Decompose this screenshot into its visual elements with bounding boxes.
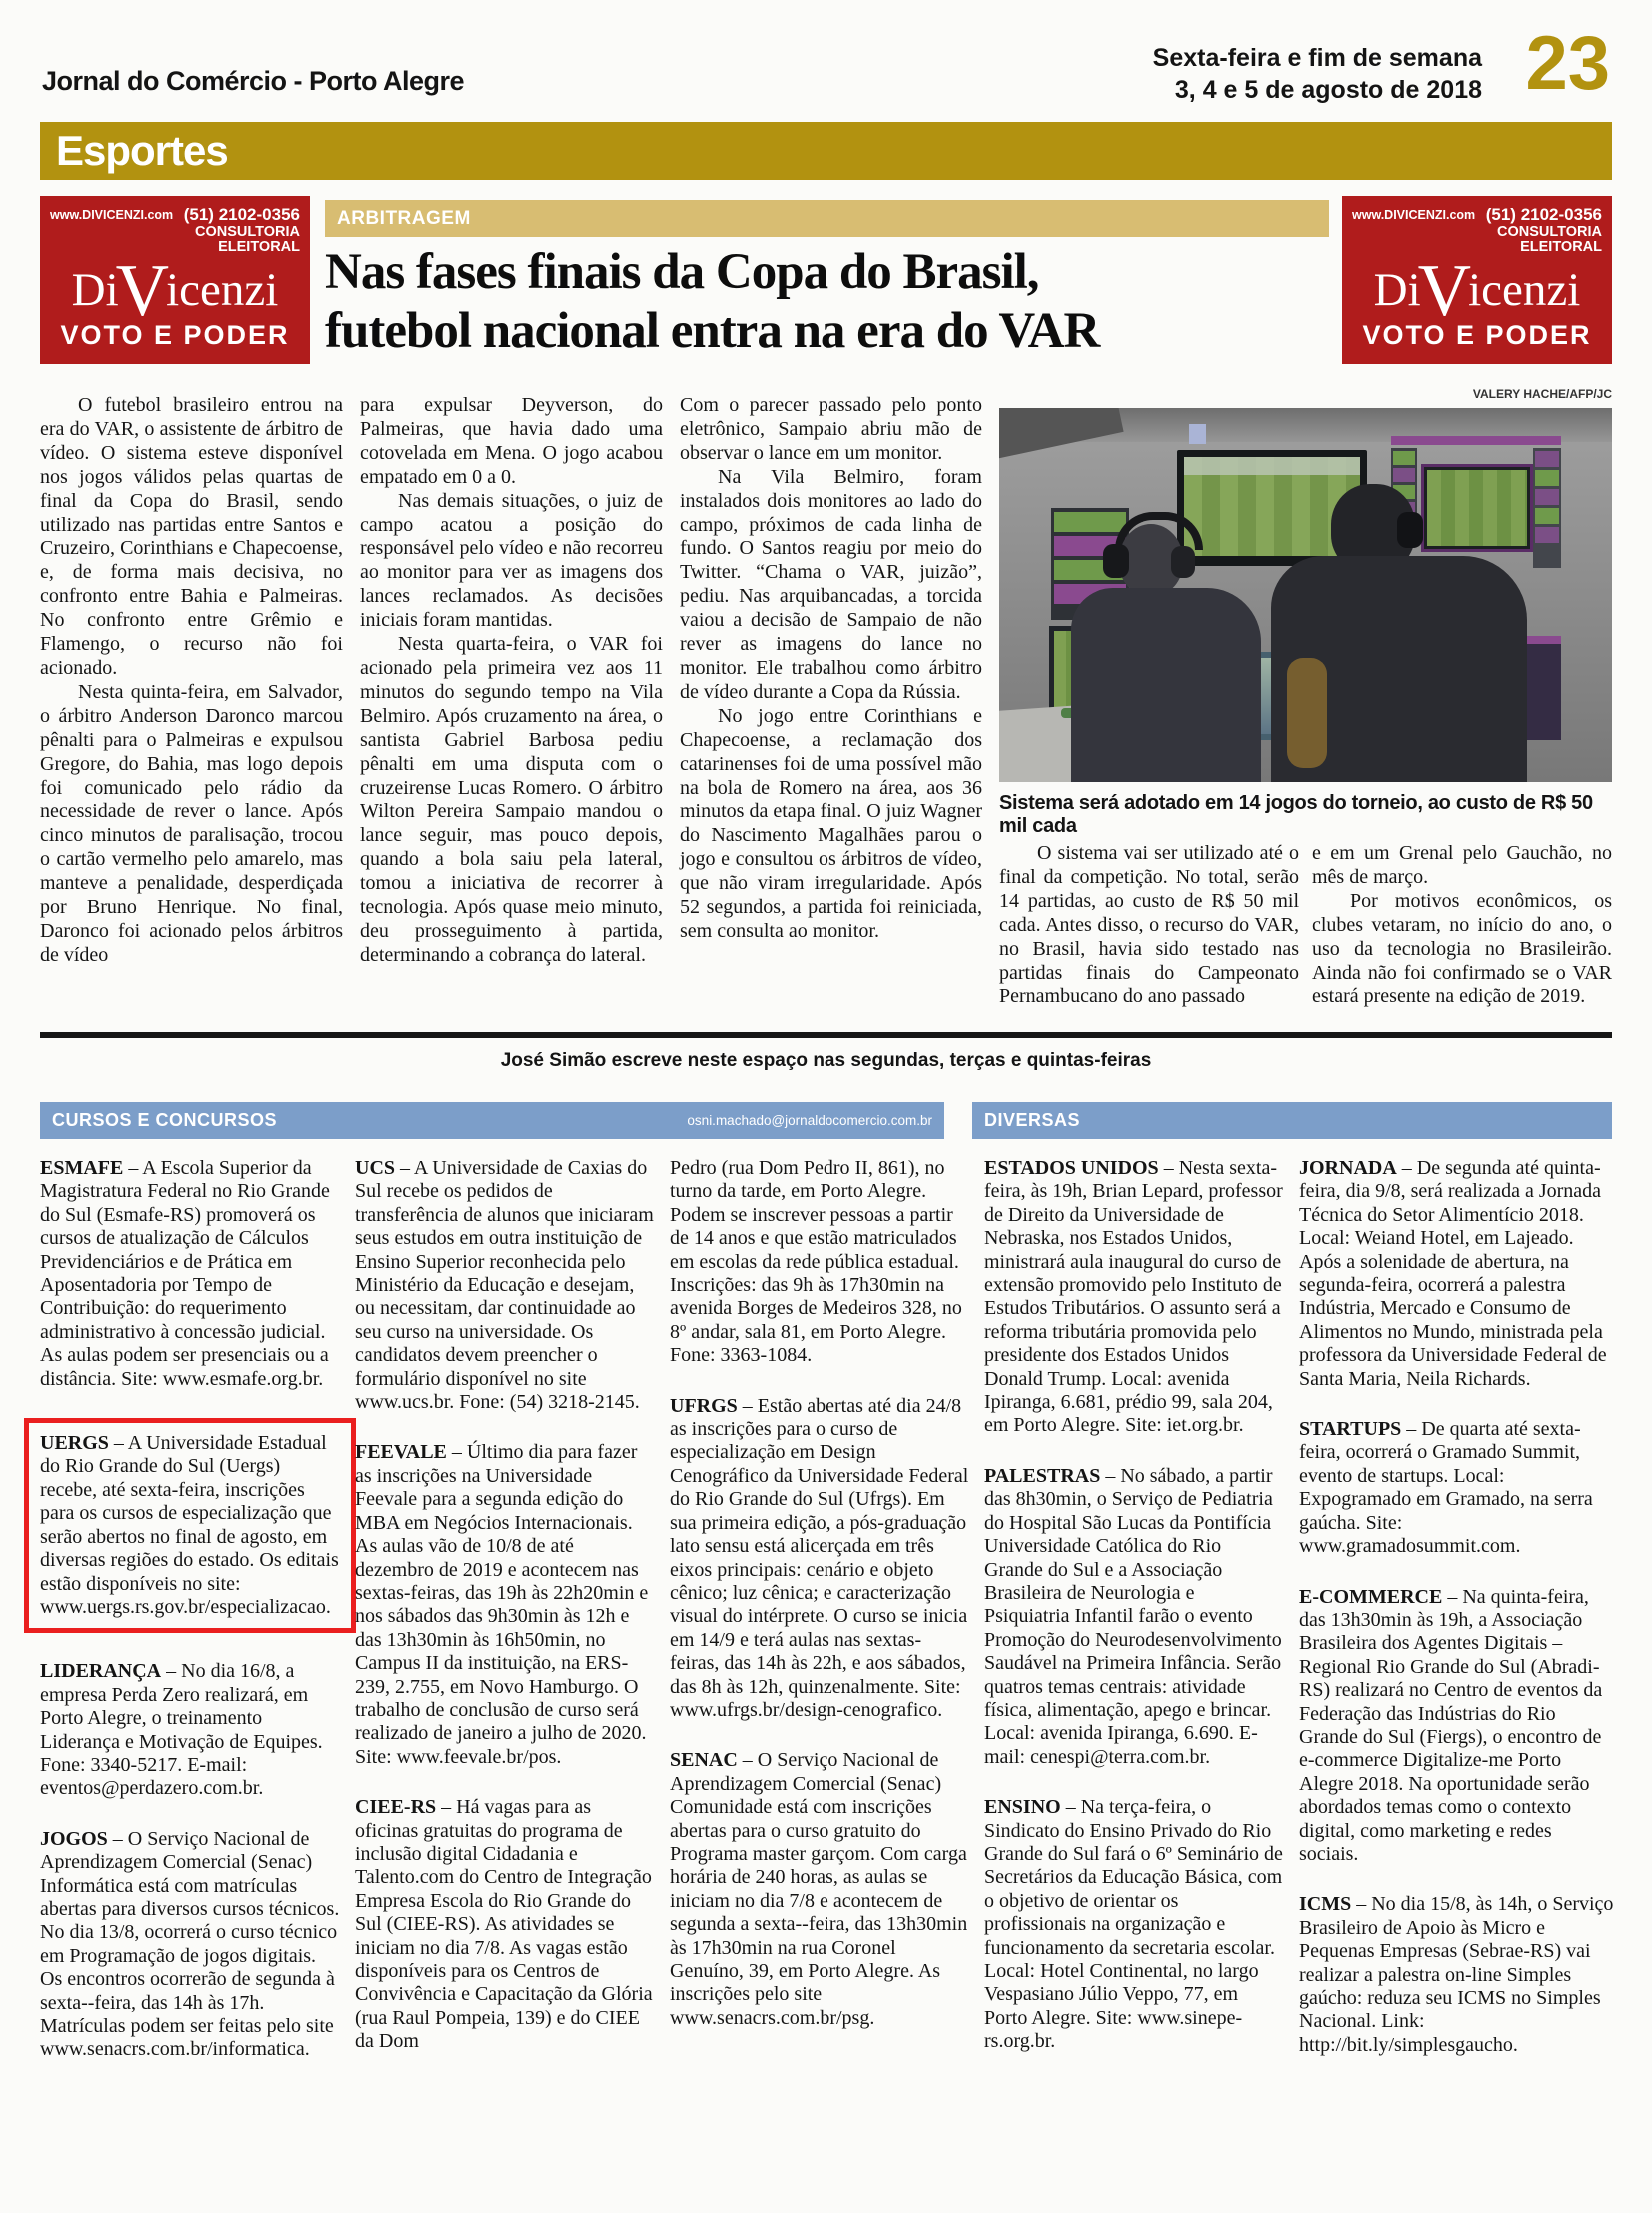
classified-item-startups [1299,1418,1614,1558]
photo-screen-stand [1184,457,1360,475]
classified-body: – Nesta sexta-feira, às 19h, Brian Lepard, professor de Direito da Universidade de Nebraska, nos Estados Unidos, ministrará aula inaugural do curso de extensão promovido pelo Instituto de Estudos Tributários. O assunto será a reforma tributária promovida pelo presidente dos Estados Unidos Donald Trump. Local: avenida Ipiranga, 6.681, prédio 99, sala 204, em Porto Alegre. Site: iet.org.br. [984,1157,1283,1437]
classified-column-2 [355,1157,655,2081]
classified-title: ESMAFE [40,1157,124,1179]
classified-item-lideranca [40,1660,340,1800]
classified-item-continuation [670,1157,969,1368]
classified-text [40,1828,340,2062]
classified-title: E-COMMERCE [1299,1585,1443,1608]
classified-title: CIEE-RS [355,1796,437,1819]
article-paragraph: Na Vila Belmiro, foram instalados dois monitores ao lado do campo, próximos de cada linha de fundo. O Santos reagiu por meio do Twitter. “Chama o VAR, juizão”, pediu. Nas arquibancadas, a torcida vaiou a decisão de Sampaio de não rever as imagens do lance no monitor. Ele trabalhou como árbitro de vídeo durante a Copa da Rússia. [680,465,982,703]
classified-text [670,1157,969,1368]
classified-title: ENSINO [984,1796,1061,1819]
article-paragraph: O sistema vai ser utilizado até o final da competição. No total, serão 14 partidas, ao custo de R$ 50 mil cada. Antes disso, o recurso do VAR, no Brasil, havia sido testado nas partidas finais do Campeonato Pernambucano do ano passado [999,842,1299,1008]
classified-title: JORNADA [1299,1157,1397,1179]
classified-column-4 [984,1157,1284,2081]
classified-item-ucs [355,1157,655,1414]
classified-body: – De segunda até quinta-feira, dia 9/8, será realizada a Jornada Técnica do Setor Alimentício 2018. Local: Weiand Hotel, em Lajeado. Após a solenidade de abertura, na segunda-feira, ocorrerá a palestra Indústria, Mercado e Consumo de Alimentos no Mundo, ministrada pela professora da Universidade Federal de Santa Maria, Neila Richards. [1299,1157,1607,1390]
article-paragraph: Por motivos econômicos, os clubes vetaram, no início do ano, o uso da tecnologia no Brasileirão. Ainda não foi confirmado se o VAR estará presente na edição de 2019. [1312,889,1612,1008]
photo-jacket-trim [1287,658,1327,768]
classified-title: LIDERANÇA [40,1660,162,1683]
classified-text [670,1395,969,1723]
classified-text [40,1432,340,1619]
photo-caption: Sistema será adotado em 14 jogos do torneio, ao custo de R$ 50 mil cada [999,792,1593,837]
ad-url: www.DIVICENZI.com [1352,208,1476,222]
classified-text [984,1465,1284,1769]
paper-name: Jornal do Comércio - Porto Alegre [42,66,465,96]
article-kicker [325,200,1329,237]
classified-title: ESTADOS UNIDOS [984,1157,1159,1179]
section-banner-label: Esportes [56,127,228,174]
classified-body: – No sábado, a partir das 8h30min, o Serviço de Pediatria do Hospital São Lucas da Pontifícia Universidade Católica do Rio Grande do Sul e a Associação Brasileira de Neurologia e Psiquiatria Infantil farão o evento Promoção do Neurodesenvolvimento Saudável na Primeira Infância. Serão quatros temas centrais: atividade física, alimentação, apego e brincar. Local: avenida Ipiranga, 6.690. E-mail: cenespi@terra.com.br. [984,1464,1282,1768]
classified-body: – O Serviço Nacional de Aprendizagem Comercial (Senac) Comunidade está com inscrições abertas para o curso gratuito do Programa master garçom. Com carga horária de 240 horas, as aulas se iniciam no dia 7/8 e acontecem de segunda a sexta--feira, das 13h30min às 17h30min na rua Coronel Genuíno, 39, em Porto Alegre. As inscrições pelo site www.senacrs.com.br/psg. [670,1749,968,2029]
classified-item-jogos [40,1828,340,2062]
ad-brand-di: Di [71,264,119,316]
classified-text [1299,1157,1614,1391]
photo-headphone-cup [1171,546,1195,578]
edition-date-line2: 3, 4 e 5 de agosto de 2018 [1174,76,1482,104]
article-headline [325,243,1339,361]
classified-body: – No dia 16/8, a empresa Perda Zero realizará, em Porto Alegre, o treinamento Liderança e Motivação de Equipes. Fone: 3340-5217. E-mail: eventos@perdazero.com.br. [40,1660,323,1800]
ad-tagline-line2: ELEITORAL [218,239,300,255]
photo-operator-left-body [1071,588,1261,782]
article-column-1 [40,394,343,968]
classified-item-icms [1299,1893,1614,2057]
ad-tagline-line1: CONSULTORIA [195,224,300,240]
headline-line1: Nas fases finais da Copa do Brasil, [325,244,1039,300]
section-bar-diversas [972,1102,1612,1139]
ad-brand-logo [40,239,310,332]
classified-text [670,1749,969,2030]
classified-body: – A Universidade Estadual do Rio Grande do Sul (Uergs) recebe, até sexta-feira, inscrições para os cursos de especialização que serão abertos no final de agosto, em diversas regiões do estado. Os editais estão disponíveis no site: www.uergs.rs.gov.br/especializacao. [40,1432,339,1618]
article-column-3 [680,394,982,944]
ad-tagline-line2: ELEITORAL [1520,239,1602,255]
photo-pitch-screen [1427,470,1527,546]
ad-phone: (51) 2102-0356 [1485,205,1602,224]
photo-headphone-cup [1397,512,1423,548]
classified-body: – Na terça-feira, o Sindicato do Ensino Privado do Rio Grande do Sul fará o 6º Seminário de Secretários da Educação Básica, com o objetivo de orientar os profissionais na organização e funcionamento da secretaria escolar. Local: Hotel Continental, no largo Vespasiano Júlio Veppo, 77, em Porto Alegre. Site: www.sinepe-rs.org.br. [984,1796,1283,2053]
photo-headphone-cup [1103,544,1129,578]
classified-text [40,1157,340,1391]
classified-item-jornada [1299,1157,1614,1391]
classified-item-ensino [984,1796,1284,2053]
article-subcolumn-1 [999,842,1299,1009]
classified-text [1299,1586,1614,1867]
classified-body: – Estão abertas até dia 24/8 as inscrições para o curso de especialização em Design Cenográfico da Universidade Federal do Rio Grande do Sul (Ufrgs). Em sua primeira edição, a pós-graduação lato sensu está alicerçada em três eixos principais: cenário e objeto cênico; luz cênica; e caracterização visual do intérprete. O curso se inicia em 14/9 e terá aulas nas sextas-feiras, das 14h às 22h, e aos sábados, das 8h às 12h, quinzenalmente. Site: www.ufrgs.br/design-cenografico. [670,1394,969,1721]
classified-item-feevale [355,1441,655,1769]
classified-text [355,1441,655,1769]
classified-title: UFRGS [670,1394,738,1417]
classified-body: – Há vagas para as oficinas gratuitas do programa de inclusão digital Cidadania e Talento.com do Centro de Integração Empresa Escola do Rio Grande do Sul (CIEE-RS). As atividades se iniciam no dia 7/8. As vagas estão disponíveis para os Centros de Convivência e Capacitação da Glória (rua Raul Pompeia, 139) e do CIEE da Dom [355,1796,653,2053]
classified-column-5 [1299,1157,1614,2084]
divicenzi-ad-right [1342,196,1612,364]
classified-body: Pedro (rua Dom Pedro II, 861), no turno da tarde, em Porto Alegre. Podem se inscrever pessoas a partir de 14 anos e que estão matriculados em escolas da rede pública estadual. Inscrições: das 9h às 17h30min na avenida Borges de Medeiros 328, no 8º andar, sala 81, em Porto Alegre. Fone: 3363-1084. [670,1157,962,1367]
photo-monitor-cluster [1533,448,1561,568]
ad-tagline-line1: CONSULTORIA [1497,224,1602,240]
columnist-note: José Simão escreve neste espaço nas segundas, terças e quintas-feiras [500,1050,1152,1071]
section-editor-email: osni.machado@jornaldocomercio.com.br [687,1112,932,1128]
ad-brand-rest: icenzi [166,264,279,316]
ad-brand-v: V [115,250,170,332]
ad-top-row [1342,196,1612,225]
classified-title: UERGS [40,1432,109,1455]
classified-item-ufrgs [670,1395,969,1723]
section-bar-cursos-e-concursos [40,1102,944,1139]
ad-top-row [40,196,310,225]
divicenzi-ad-left [40,196,310,364]
article-paragraph: No jogo entre Corinthians e Chapecoense, a reclamação dos catarinenses foi de uma possível mão na bola de Romero na área, aos 36 minutos da etapa final. O juiz Wagner do Nascimento Magalhães parou o jogo e consultou os árbitros de vídeo, que não viram irregularidade. Após 52 segundos, a partida foi reiniciada, sem consulta ao monitor. [680,704,982,942]
classified-body: – Último dia para fazer as inscrições na Universidade Feevale para a segunda edição do MBA em Negócios Internacionais. As aulas vão de 10/8 de até dezembro de 2019 e acontecem nas sextas-feiras, das 19h às 22h20min e nos sábados das 9h30min às 12h e das 13h30min às 16h50min, no Campus II da instituição, na ERS-239, 2.755, em Novo Hamburgo. O trabalho de conclusão de curso será realizado de janeiro a julho de 2020. Site: www.feevale.br/pos. [355,1441,649,1768]
var-room-photo [999,408,1612,782]
classified-item-ecommerce [1299,1586,1614,1867]
ad-url: www.DIVICENZI.com [50,208,174,222]
classified-text [1299,1893,1614,2057]
classified-column-3 [670,1157,969,2057]
classified-text [984,1157,1284,1438]
classified-title: ICMS [1299,1893,1352,1916]
classified-body: – A Escola Superior da Magistratura Federal no Rio Grande do Sul (Esmafe-RS) promoverá os cursos de atualização de Cálculos Previdenciários e de Prática em Aposentadoria por Tempo de Contribuição: do requerimento administrativo à concessão judicial. As aulas podem ser presenciais ou a distância. Site: www.esmafe.org.br. [40,1157,330,1390]
ad-slogan: VOTO E PODER [1362,320,1592,350]
photo-credit: VALERY HACHE/AFP/JC [1472,387,1612,401]
edition-date-line1: Sexta-feira e fim de semana [1152,44,1482,72]
section-bar-label: CURSOS E CONCURSOS [52,1109,278,1130]
classified-body: – No dia 15/8, às 14h, o Serviço Brasileiro de Apoio às Micro e Pequenas Empresas (Sebrae-RS) vai realizar a palestra on-line Simples gaúcho: reduza seu ICMS no Simples Nacional. Link: http://bit.ly/simplesgaucho. [1299,1893,1614,2056]
section-banner [40,122,1612,180]
ad-brand-rest: icenzi [1468,264,1581,316]
classified-title: STARTUPS [1299,1418,1402,1441]
classified-item-senac [670,1749,969,2030]
ad-slogan: VOTO E PODER [60,320,290,350]
photo-ceiling-beam [999,408,1124,463]
article-paragraph: para expulsar Deyverson, do Palmeiras, que havia dado uma cotovelada em Mena. O jogo acabou empatado em 0 a 0. [360,394,663,488]
classified-column-1 [40,1157,340,2089]
article-subcolumn-2 [1312,842,1612,1009]
classified-item-ciee-rs [355,1796,655,2053]
page-number: 23 [1525,21,1610,106]
article-paragraph: O futebol brasileiro entrou na era do VAR, o assistente de árbitro de vídeo. O sistema esteve disponível nos jogos válidos pelas quartas de final da Copa do Brasil, sendo utilizado nas partidas entre Santos e Cruzeiro, Corinthians e Chapecoense, e, de forma mais decisiva, no confronto entre Bahia e Palmeiras. No confronto entre Grêmio e Flamengo, o recurso não foi acionado. [40,394,343,679]
ad-brand-logo [1342,239,1612,332]
photo-magenta-bar [1391,436,1561,445]
article-paragraph: e em um Grenal pelo Gauchão, no mês de março. [1312,842,1612,888]
classified-body: – A Universidade de Caxias do Sul recebe os pedidos de transferência de alunos que iniciaram seus estudos em outra instituição de Ensino Superior reconhecida pelo Ministério da Educação e desejam, ou necessitam, dar continuidade ao seu curso na universidade. Os candidatos devem preencher o formulário disponível no site www.ucs.br. Fone: (54) 3218-2145. [355,1157,654,1414]
classified-item-estados-unidos [984,1157,1284,1438]
classified-text [355,1157,655,1414]
classified-text [984,1796,1284,2053]
section-bar-label: DIVERSAS [984,1109,1081,1130]
article-column-2 [360,394,663,968]
article-paragraph: Nas demais situações, o juiz de campo acatou a posição do responsável pelo vídeo e não recorreu ao monitor para ver as imagens dos lances reclamados. As decisões iniciais foram mantidas. [360,489,663,632]
classified-title: FEEVALE [355,1441,447,1464]
article-kicker-label: ARBITRAGEM [337,207,471,229]
classified-item-uergs-highlighted [24,1418,356,1633]
classified-title: JOGOS [40,1827,108,1850]
classified-title: PALESTRAS [984,1464,1101,1487]
classified-body: – Na quinta-feira, das 13h30min às 19h, a Associação Brasileira dos Agentes Digitais – Regional Rio Grande do Sul (Abradi-RS) realizará no Centro de eventos da Federação das Indústrias do Rio Grande do Sul (Fiergs), o encontro de e-commerce Digitalize-me Porto Alegre 2018. Na oportunidade serão abordados temas como o contexto digital, como marketing e redes sociais. [1299,1585,1603,1865]
edition-date [1153,42,1482,106]
article-paragraph: Com o parecer passado pelo ponto eletrônico, Sampaio abriu mão de observar o lance em um monitor. [680,394,982,464]
photo-right-monitor [1421,464,1533,552]
classified-title: SENAC [670,1749,738,1772]
classified-text [1299,1418,1614,1558]
section-divider-rule [40,1032,1612,1038]
ad-phone: (51) 2102-0356 [183,205,300,224]
classified-body: – De quarta até sexta-feira, ocorrerá o Gramado Summit, evento de startups. Local: Expogramado em Gramado, na serra gaúcha. Site: www.gramadosummit.com. [1299,1418,1593,1558]
ad-brand-di: Di [1373,264,1421,316]
classified-text [40,1660,340,1800]
classified-item-esmafe [40,1157,340,1391]
classified-title: UCS [355,1157,396,1179]
article-paragraph: Nesta quinta-feira, em Salvador, o árbitro Anderson Daronco marcou pênalti para o Palmeiras e expulsou Gregore, do Bahia, mas logo depois foi comunicado pelo rádio da necessidade de rever o lance. Após cinco minutos de paralisação, trocou o cartão vermelho pelo amarelo, mas manteve a penalidade, desperdiçada por Bruno Henrique. No final, Daronco foi acionado pelos árbitros de vídeo [40,680,343,966]
classified-text [355,1796,655,2053]
classified-item-palestras [984,1465,1284,1769]
headline-line2: futebol nacional entra na era do VAR [325,303,1100,359]
article-paragraph: Nesta quarta-feira, o VAR foi acionado pela primeira vez aos 11 minutos do segundo tempo na Vila Belmiro. Após cruzamento na área, o santista Gabriel Barbosa pediu pênalti em uma disputa com o cruzeirense Lucas Romero. O árbitro Wilton Pereira Sampaio mandou o lance seguir, mas pouco depois, quando a bola saiu pela lateral, tomou a iniciativa de recorrer à tecnologia. Após quase meio minuto, deu prosseguimento à partida, determinando a cobrança do lateral. [360,633,663,966]
classified-body: – O Serviço Nacional de Aprendizagem Comercial (Senac) Informática está com matrículas abertas para diversos cursos técnicos. No dia 13/8, ocorrerá o curso técnico em Programação de jogos digitais. Os encontros ocorrerão de segunda à sexta--feira, das 14h às 17h. Matrículas podem ser feitas pelo site www.senacrs.com.br/informatica. [40,1827,340,2061]
ad-brand-v: V [1417,250,1472,332]
photo-wall-sticker [1189,424,1206,444]
